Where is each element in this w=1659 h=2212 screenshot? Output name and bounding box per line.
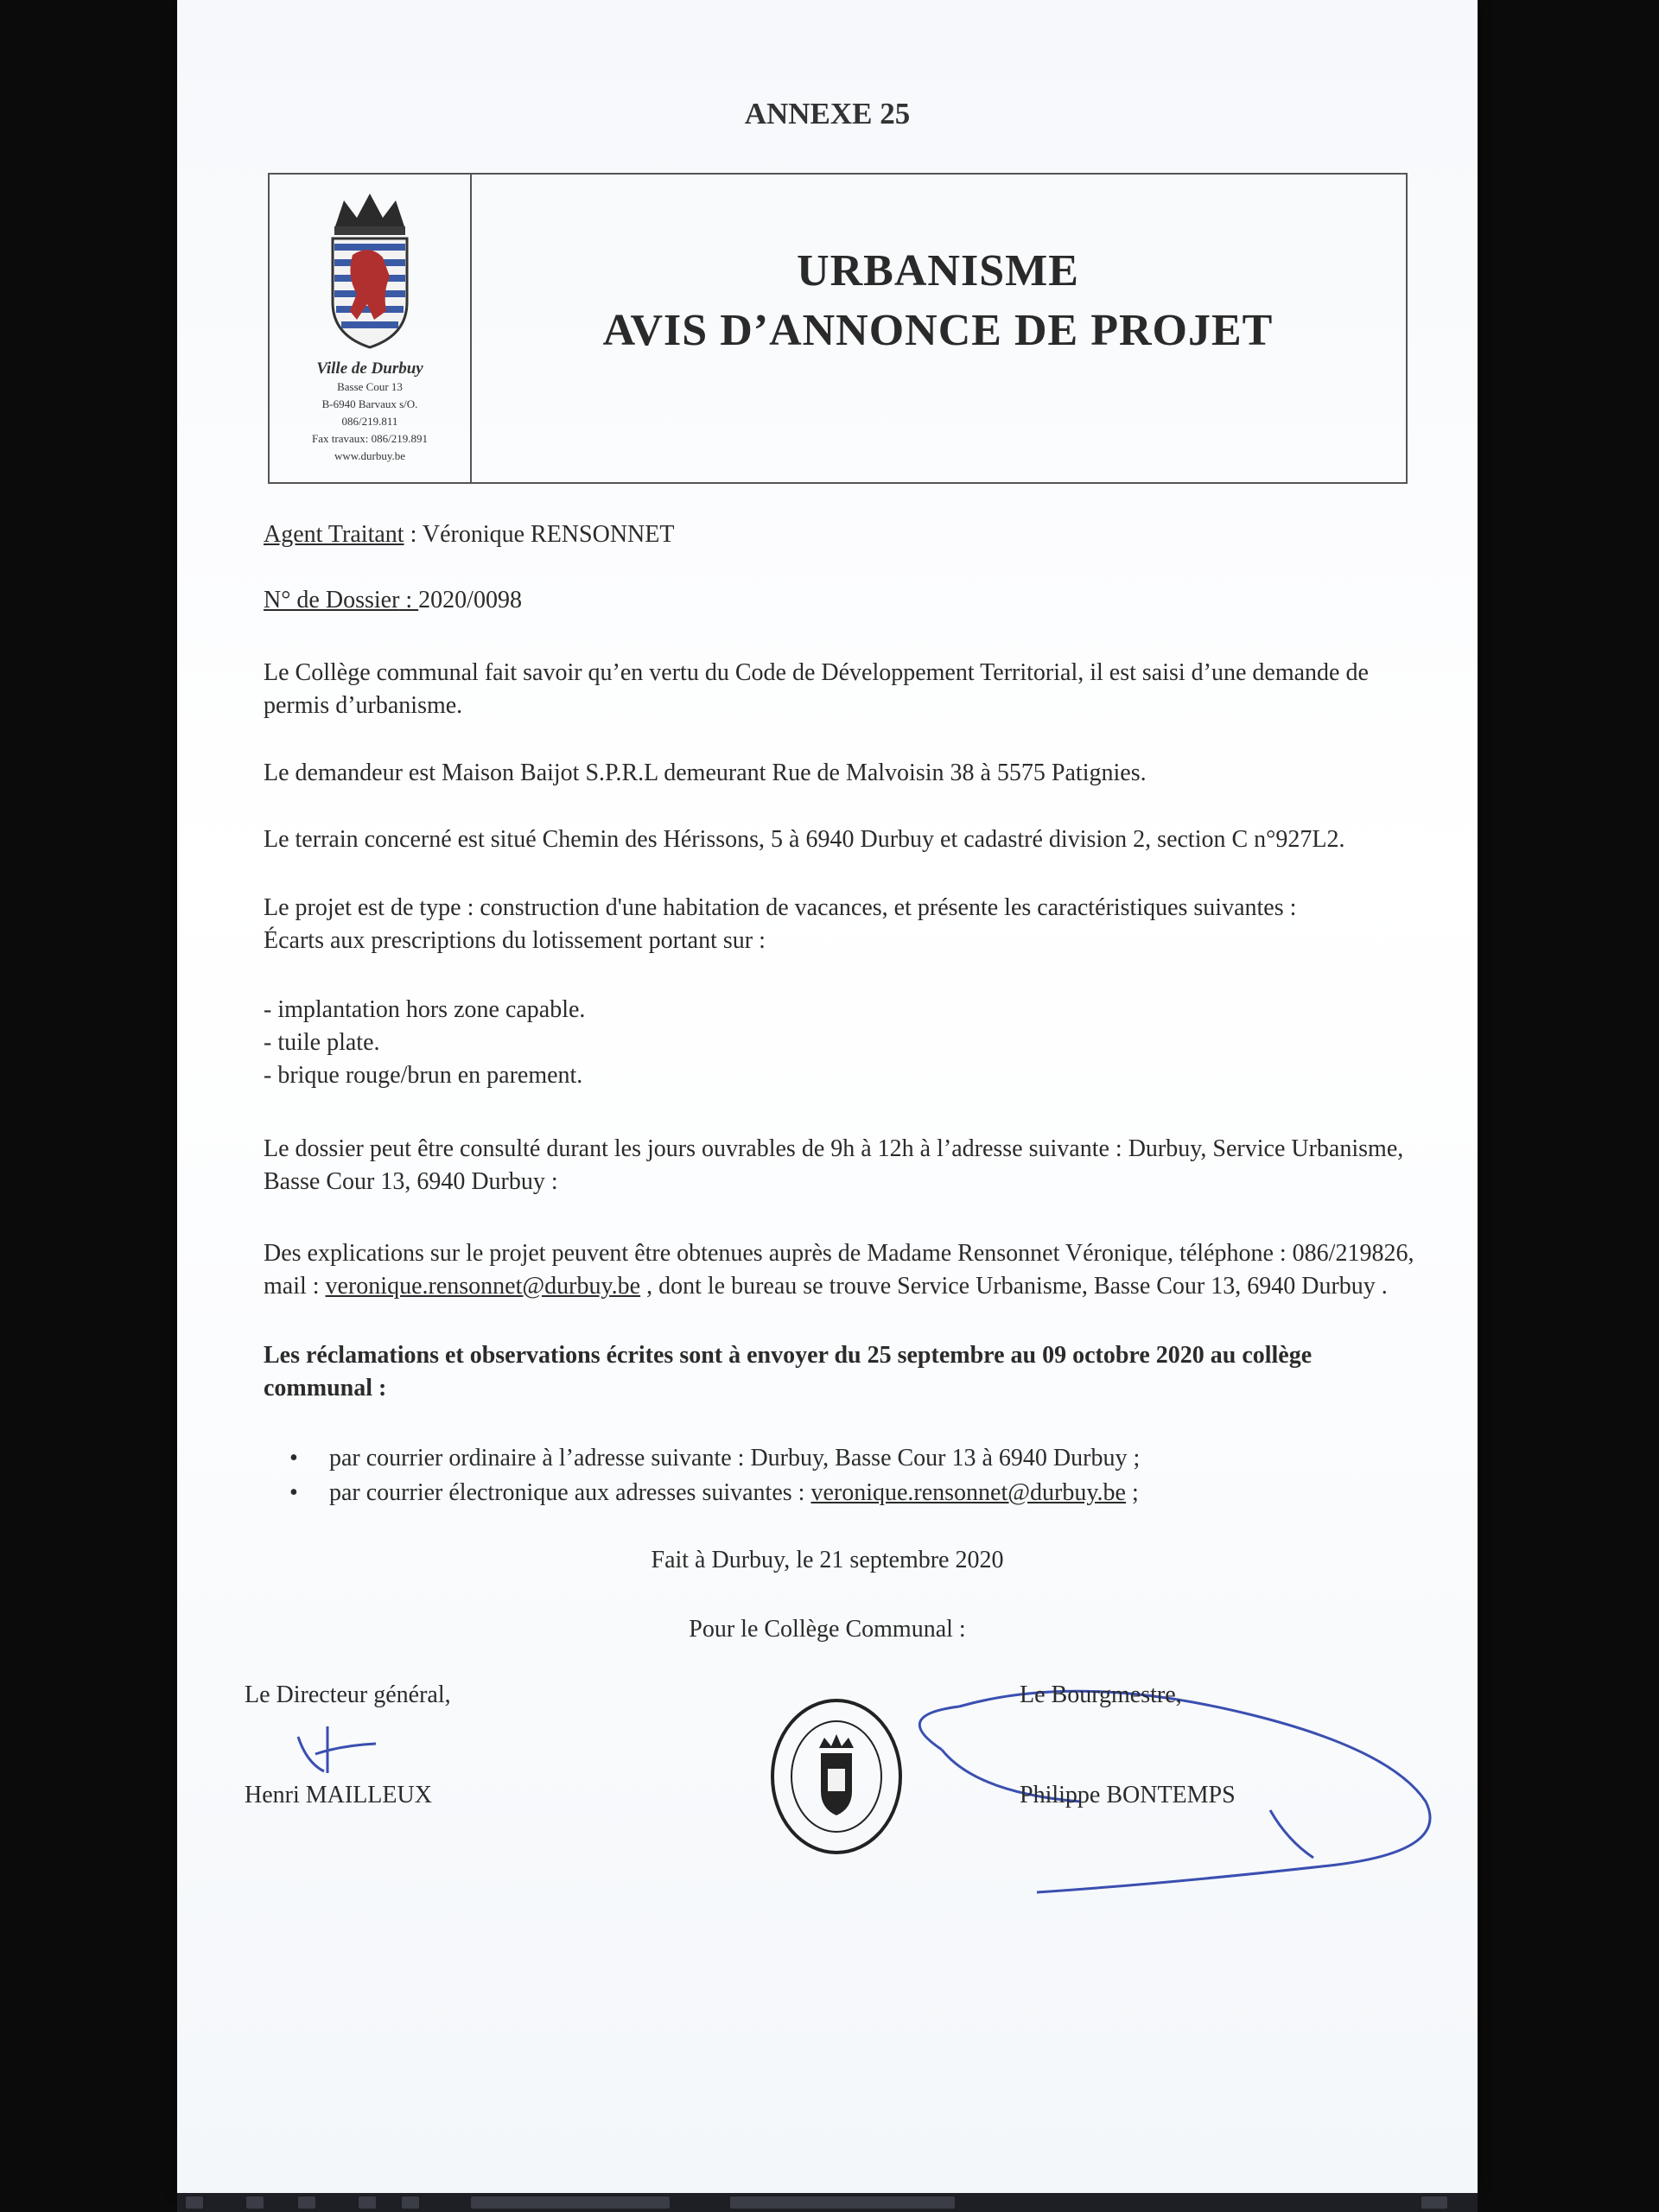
logo-address-line: Fax travaux: 086/219.891 <box>312 432 428 445</box>
projet-line-2: Écarts aux prescriptions du lotissement portant sur : <box>264 927 766 954</box>
folder-icon[interactable] <box>402 2196 419 2209</box>
explications-line-2: , dont le bureau se trouve Service Urbanisme, Basse Cour 13, 6940 Durbuy . <box>640 1273 1388 1300</box>
logo-cell <box>270 175 472 482</box>
document-page <box>177 0 1478 2193</box>
pour-le-college: Pour le Collège Communal : <box>689 1616 966 1643</box>
bullet-text: par courrier électronique aux adresses suivantes : <box>329 1479 811 1506</box>
agent-value: Véronique RENSONNET <box>422 521 675 548</box>
bullet-symbol: • <box>289 1445 298 1471</box>
durbuy-crest-icon <box>322 190 417 350</box>
paragraph-explications <box>264 1237 1421 1303</box>
title-avis: AVIS D’ANNONCE DE PROJET <box>602 306 1274 355</box>
agent-label: Agent Traitant <box>264 521 404 548</box>
paragraph-demandeur: Le demandeur est Maison Baijot S.P.R.L demeurant Rue de Malvoisin 38 à 5575 Patignies. <box>264 760 1147 786</box>
title-cell <box>470 175 1406 482</box>
paragraph-terrain: Le terrain concerné est situé Chemin des Hérissons, 5 à 6940 Durbuy et cadastré division 2, section C n°927L2. <box>264 826 1345 853</box>
commune-seal-icon <box>767 1696 906 1857</box>
agent-line <box>264 518 1421 551</box>
logo-address-line: B-6940 Barvaux s/O. <box>321 397 418 410</box>
bullet-symbol: • <box>289 1479 298 1506</box>
explications-line-1: Des explications sur le projet peuvent être obtenues auprès de Madame Rensonnet Véronique, téléphone : 086/219826, <box>264 1240 1414 1267</box>
bourgmestre-role: Le Bourgmestre, <box>1020 1681 1182 1708</box>
title-urbanisme: URBANISME <box>797 246 1079 296</box>
annexe-label: ANNEXE 25 <box>744 97 911 130</box>
logo-address-line: 086/219.811 <box>341 415 398 428</box>
notification-icon[interactable] <box>1421 2196 1447 2209</box>
taskbar-app-button[interactable] <box>471 2196 670 2209</box>
paragraph-projet <box>264 892 1421 957</box>
header-box <box>268 173 1408 484</box>
agent-sep: : <box>404 521 423 548</box>
mail-label: mail : <box>264 1273 326 1300</box>
bourgmestre-name: Philippe BONTEMPS <box>1020 1782 1236 1808</box>
paragraph-reclamations: Les réclamations et observations écrites sont à envoyer du 25 septembre au 09 octobre 2020 au collège communal : <box>264 1342 1313 1402</box>
email-link[interactable]: veronique.rensonnet@durbuy.be <box>810 1479 1126 1506</box>
monitor-screen <box>177 0 1478 2193</box>
bullet-text: par courrier ordinaire à l’adresse suivante : Durbuy, Basse Cour 13 à 6940 Durbuy ; <box>329 1445 1141 1471</box>
ecarts-list <box>264 994 1421 1092</box>
paragraph-dossier-consult: Le dossier peut être consulté durant les jours ouvrables de 9h à 12h à l’adresse suivante : Durbuy, Service Urbanisme, Basse Cour 13, 6940 Durbuy : <box>264 1135 1404 1195</box>
dossier-value: 2020/0098 <box>418 587 522 613</box>
logo-address-line: www.durbuy.be <box>334 449 406 462</box>
logo-town-name: Ville de Durbuy <box>316 359 423 378</box>
directeur-name: Henri MAILLEUX <box>245 1782 432 1808</box>
dossier-line <box>264 584 1421 617</box>
fait-a-durbuy: Fait à Durbuy, le 21 septembre 2020 <box>651 1547 1004 1573</box>
directeur-signature-icon <box>289 1719 393 1780</box>
bullet-suffix: ; <box>1126 1479 1139 1506</box>
browser-icon[interactable] <box>359 2196 376 2209</box>
taskbar-app-button[interactable] <box>730 2196 955 2209</box>
dossier-label: N° de Dossier <box>264 587 400 613</box>
paragraph-college: Le Collège communal fait savoir qu’en vertu du Code de Développement Territorial, il est saisi d’une demande de permis d’urbanisme. <box>264 659 1369 719</box>
bullet-courrier <box>289 1441 1413 1476</box>
logo-address <box>270 378 470 465</box>
email-link[interactable]: veronique.rensonnet@durbuy.be <box>325 1273 641 1300</box>
taskbar <box>177 2193 1478 2212</box>
task-view-icon[interactable] <box>298 2196 315 2209</box>
list-item: - tuile plate. <box>264 1029 380 1056</box>
list-item: - implantation hors zone capable. <box>264 996 586 1023</box>
dossier-sep: : <box>399 587 419 613</box>
search-icon[interactable] <box>246 2196 264 2209</box>
list-item: - brique rouge/brun en parement. <box>264 1062 583 1089</box>
projet-line-1: Le projet est de type : construction d'une habitation de vacances, et présente les caractéristiques suivantes : <box>264 894 1297 921</box>
start-button[interactable] <box>186 2196 203 2209</box>
logo-address-line: Basse Cour 13 <box>337 380 403 393</box>
bullet-email <box>289 1476 1413 1510</box>
directeur-role: Le Directeur général, <box>245 1681 451 1708</box>
